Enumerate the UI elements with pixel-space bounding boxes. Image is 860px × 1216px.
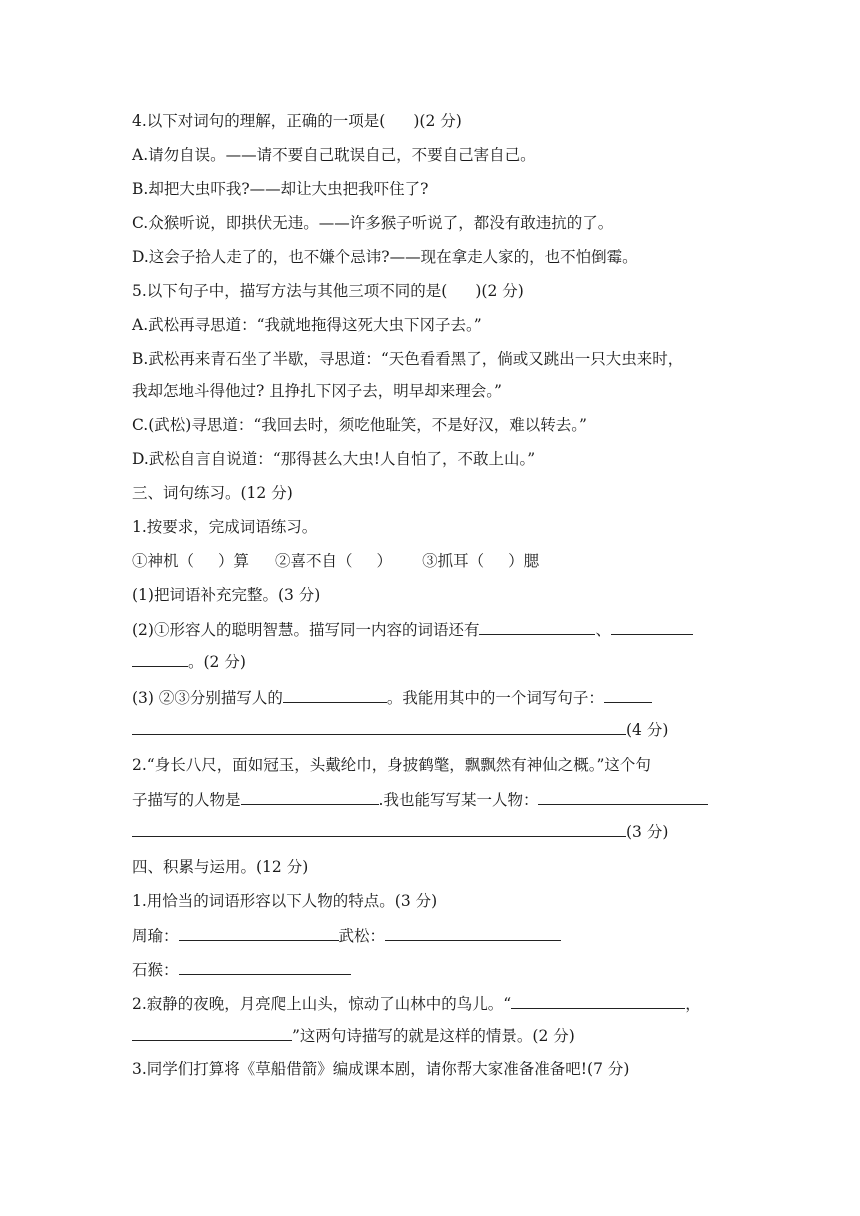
sec4-q1-answers-row2 — [132, 958, 732, 981]
word3-suffix: ）腮 — [508, 552, 540, 570]
sec3-sub3-line1 — [132, 686, 732, 709]
sec3-q1-title: 1.按要求，完成词语练习。 — [132, 518, 318, 536]
sec4-q2-text: 2.寂静的夜晚，月亮爬上山头，惊动了山林中的鸟儿。“ — [132, 995, 512, 1013]
q4-option-a: A.请勿自误。——请不要自己耽误自己，不要自己害自己。 — [132, 146, 536, 164]
sub2-blank-1[interactable] — [479, 618, 595, 635]
poem-blank-1[interactable] — [511, 992, 685, 1009]
sub2-score: 。(2 分) — [188, 653, 246, 671]
sec3-q2-line1: 2.“身长八尺，面如冠玉，头戴纶巾，身披鹤氅，飘飘然有神仙之概。”这个句 — [132, 756, 651, 774]
q5-option-c: C.(武松)寻思道：“我回去时，须吃他耻笑，不是好汉，难以转去。” — [132, 416, 587, 434]
label-zhouyu: 周瑜： — [132, 927, 179, 945]
sec4-q2-comma: ， — [685, 995, 701, 1013]
sec4-q1-answers-row1 — [132, 924, 732, 947]
sec3-word-items — [132, 550, 732, 572]
q2-blank-2b[interactable] — [132, 820, 626, 837]
q2-blank-2a[interactable] — [538, 788, 708, 805]
shihou-blank[interactable] — [179, 958, 351, 975]
sub3-score: (4 分) — [626, 721, 669, 739]
section-3-title: 三、词句练习。(12 分) — [132, 484, 293, 502]
q2-text-b: .我也能写写某一人物： — [378, 791, 539, 809]
q4-stem-text: 4.以下对词句的理解，正确的一项是( — [132, 112, 386, 130]
q2-blank-1[interactable] — [241, 788, 379, 805]
q4-score: )(2 分) — [413, 112, 462, 130]
q5-option-b-line2: 我却怎地斗得他过? 且挣扎下冈子去，明早却来理会。” — [132, 382, 502, 400]
sub2-text: (2)①形容人的聪明智慧。描写同一内容的词语还有 — [132, 621, 480, 639]
poem-blank-2[interactable] — [132, 1024, 292, 1041]
q5-stem-text: 5.以下句子中，描写方法与其他三项不同的是( — [132, 282, 448, 300]
sub2-blank-2a[interactable] — [611, 618, 693, 635]
sec4-q2-line2 — [132, 1024, 732, 1047]
q2-score: (3 分) — [626, 823, 669, 841]
sec3-q2-line2 — [132, 788, 732, 811]
q5-score: )(2 分) — [475, 282, 524, 300]
sec3-q2-line3 — [132, 820, 732, 843]
q2-text-a: 子描写的人物是 — [132, 791, 241, 809]
sec3-sub2-line2 — [132, 650, 732, 673]
label-wusong: 武松： — [338, 927, 386, 945]
sub2-separator: 、 — [595, 621, 611, 639]
sec4-q2-text-b: ”这两句诗描写的就是这样的情景。(2 分) — [292, 1027, 575, 1045]
wusong-blank[interactable] — [385, 924, 561, 941]
q4-option-b: B.却把大虫吓我?——却让大虫把我吓住了? — [132, 180, 429, 198]
sub3-blank-1[interactable] — [283, 686, 387, 703]
q4-stem — [132, 110, 732, 132]
sub3-text-b: 。我能用其中的一个词写句子： — [386, 689, 604, 707]
word2-prefix: ②喜不自（ — [275, 552, 353, 570]
section-4-title: 四、积累与运用。(12 分) — [132, 858, 309, 876]
q5-option-d: D.武松自言自说道：“那得甚么大虫!人自怕了，不敢上山。” — [132, 450, 536, 468]
sec4-q2-line1 — [132, 992, 732, 1015]
sec4-q3: 3.同学们打算将《草船借箭》编成课本剧，请你帮大家准备准备吧!(7 分) — [132, 1060, 630, 1078]
q5-option-b-line1: B.武松再来青石坐了半歇，寻思道：“天色看看黑了，倘或又跳出一只大虫来时， — [132, 350, 684, 368]
q5-option-a: A.武松再寻思道：“我就地拖得这死大虫下冈子去。” — [132, 316, 482, 334]
sub3-blank-2a[interactable] — [604, 686, 652, 703]
sec3-sub2-line1 — [132, 618, 732, 641]
word1-suffix: ）算 — [218, 552, 250, 570]
sub3-text-a: (3) ②③分别描写人的 — [132, 689, 283, 707]
word2-suffix: ） — [376, 552, 393, 570]
q4-option-c: C.众猴听说，即拱伏无违。——许多猴子听说了，都没有敢违抗的了。 — [132, 214, 614, 232]
sec3-sub3-line2 — [132, 718, 732, 741]
q5-stem — [132, 280, 732, 302]
sub3-blank-2b[interactable] — [132, 718, 626, 735]
word1-prefix: ①神机（ — [132, 552, 195, 570]
sub2-blank-2b[interactable] — [132, 650, 188, 667]
word3-prefix: ③抓耳（ — [422, 552, 485, 570]
label-shihou: 石猴： — [132, 961, 179, 979]
sec4-q1: 1.用恰当的词语形容以下人物的特点。(3 分) — [132, 892, 438, 910]
q4-option-d: D.这会子拾人走了的，也不嫌个忌讳?——现在拿走人家的，也不怕倒霉。 — [132, 248, 638, 266]
sec3-sub1: (1)把词语补充完整。(3 分) — [132, 586, 321, 604]
zhouyu-blank[interactable] — [179, 924, 339, 941]
